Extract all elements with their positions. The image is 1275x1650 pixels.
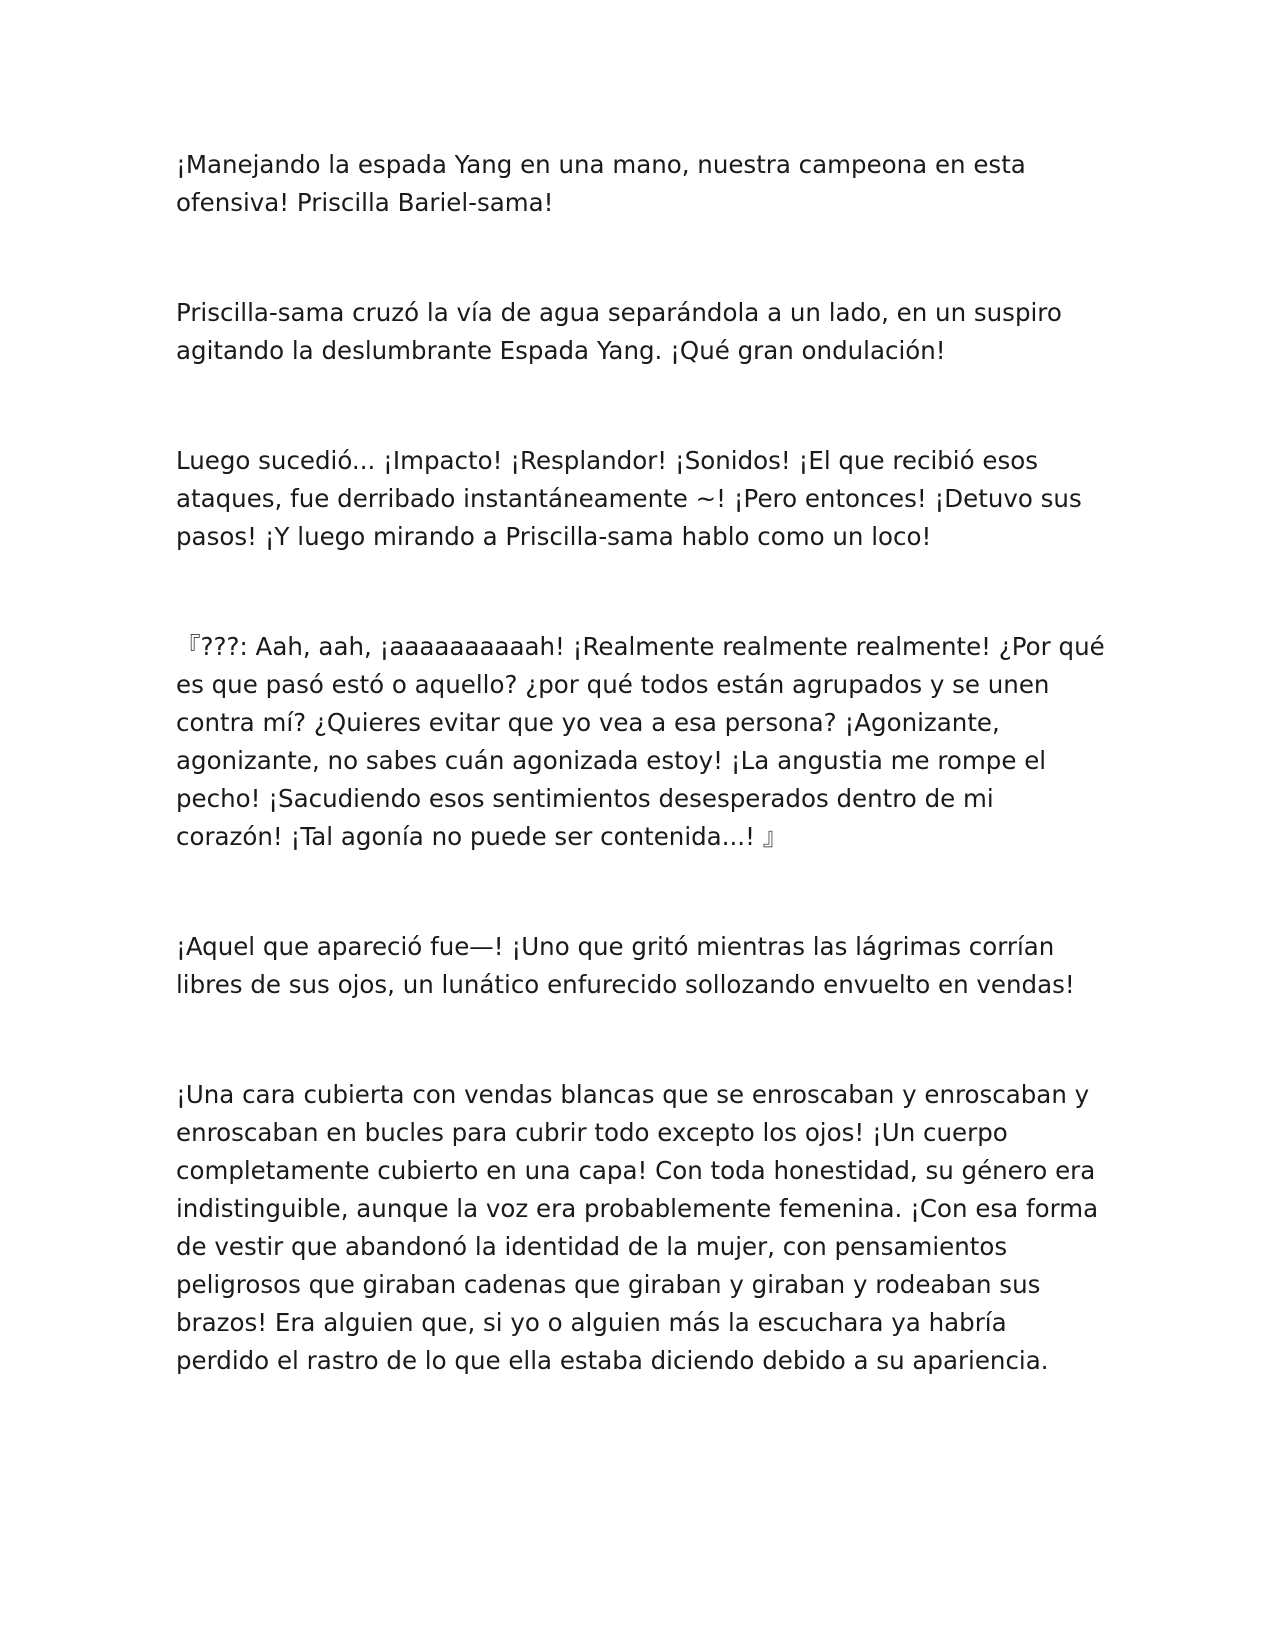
paragraph-2: Priscilla-sama cruzó la vía de agua separándola a un lado, en un suspiro agitando la deslumbrante Espada Yang. ¡Qué gran ondulación!: [176, 298, 1062, 365]
document-body: [176, 146, 1106, 1380]
paragraph-6: ¡Una cara cubierta con vendas blancas que se enroscaban y enroscaban y enroscaban en bucles para cubrir todo excepto los ojos! ¡Un cuerpo completamente cubierto en una capa! Con toda honestidad, su género era indistinguible, aunque la voz era probablemente femenina. ¡Con esa forma de vestir que abandonó la identidad de la mujer, con pensamientos peligrosos que giraban cadenas que giraban y giraban y rodeaban sus brazos! Era alguien que, si yo o alguien más la escuchara ya habría perdido el rastro de lo que ella estaba diciendo debido a su apariencia.: [176, 1080, 1099, 1375]
paragraph-1: ¡Manejando la espada Yang en una mano, nuestra campeona en esta ofensiva! Priscilla Bariel-sama!: [176, 150, 1026, 217]
paragraph-4: 『???: Aah, aah, ¡aaaaaaaaaah! ¡Realmente realmente realmente! ¿Por qué es que pasó estó o aquello? ¿por qué todos están agrupados y se unen contra mí? ¿Quieres evitar que yo vea a esa persona? ¡Agonizante, agonizante, no sabes cuán agonizada estoy! ¡La angustia me rompe el pecho! ¡Sacudiendo esos sentimientos desesperados dentro de mi corazón! ¡Tal agonía no puede ser contenida...! 』: [176, 632, 1105, 851]
paragraph-3: Luego sucedió... ¡Impacto! ¡Resplandor! ¡Sonidos! ¡El que recibió esos ataques, fue derribado instantáneamente ~! ¡Pero entonces! ¡Detuvo sus pasos! ¡Y luego mirando a Priscilla-sama hablo como un loco!: [176, 446, 1082, 551]
paragraph-5: ¡Aquel que apareció fue—! ¡Uno que gritó mientras las lágrimas corrían libres de sus ojos, un lunático enfurecido sollozando envuelto en vendas!: [176, 932, 1075, 999]
